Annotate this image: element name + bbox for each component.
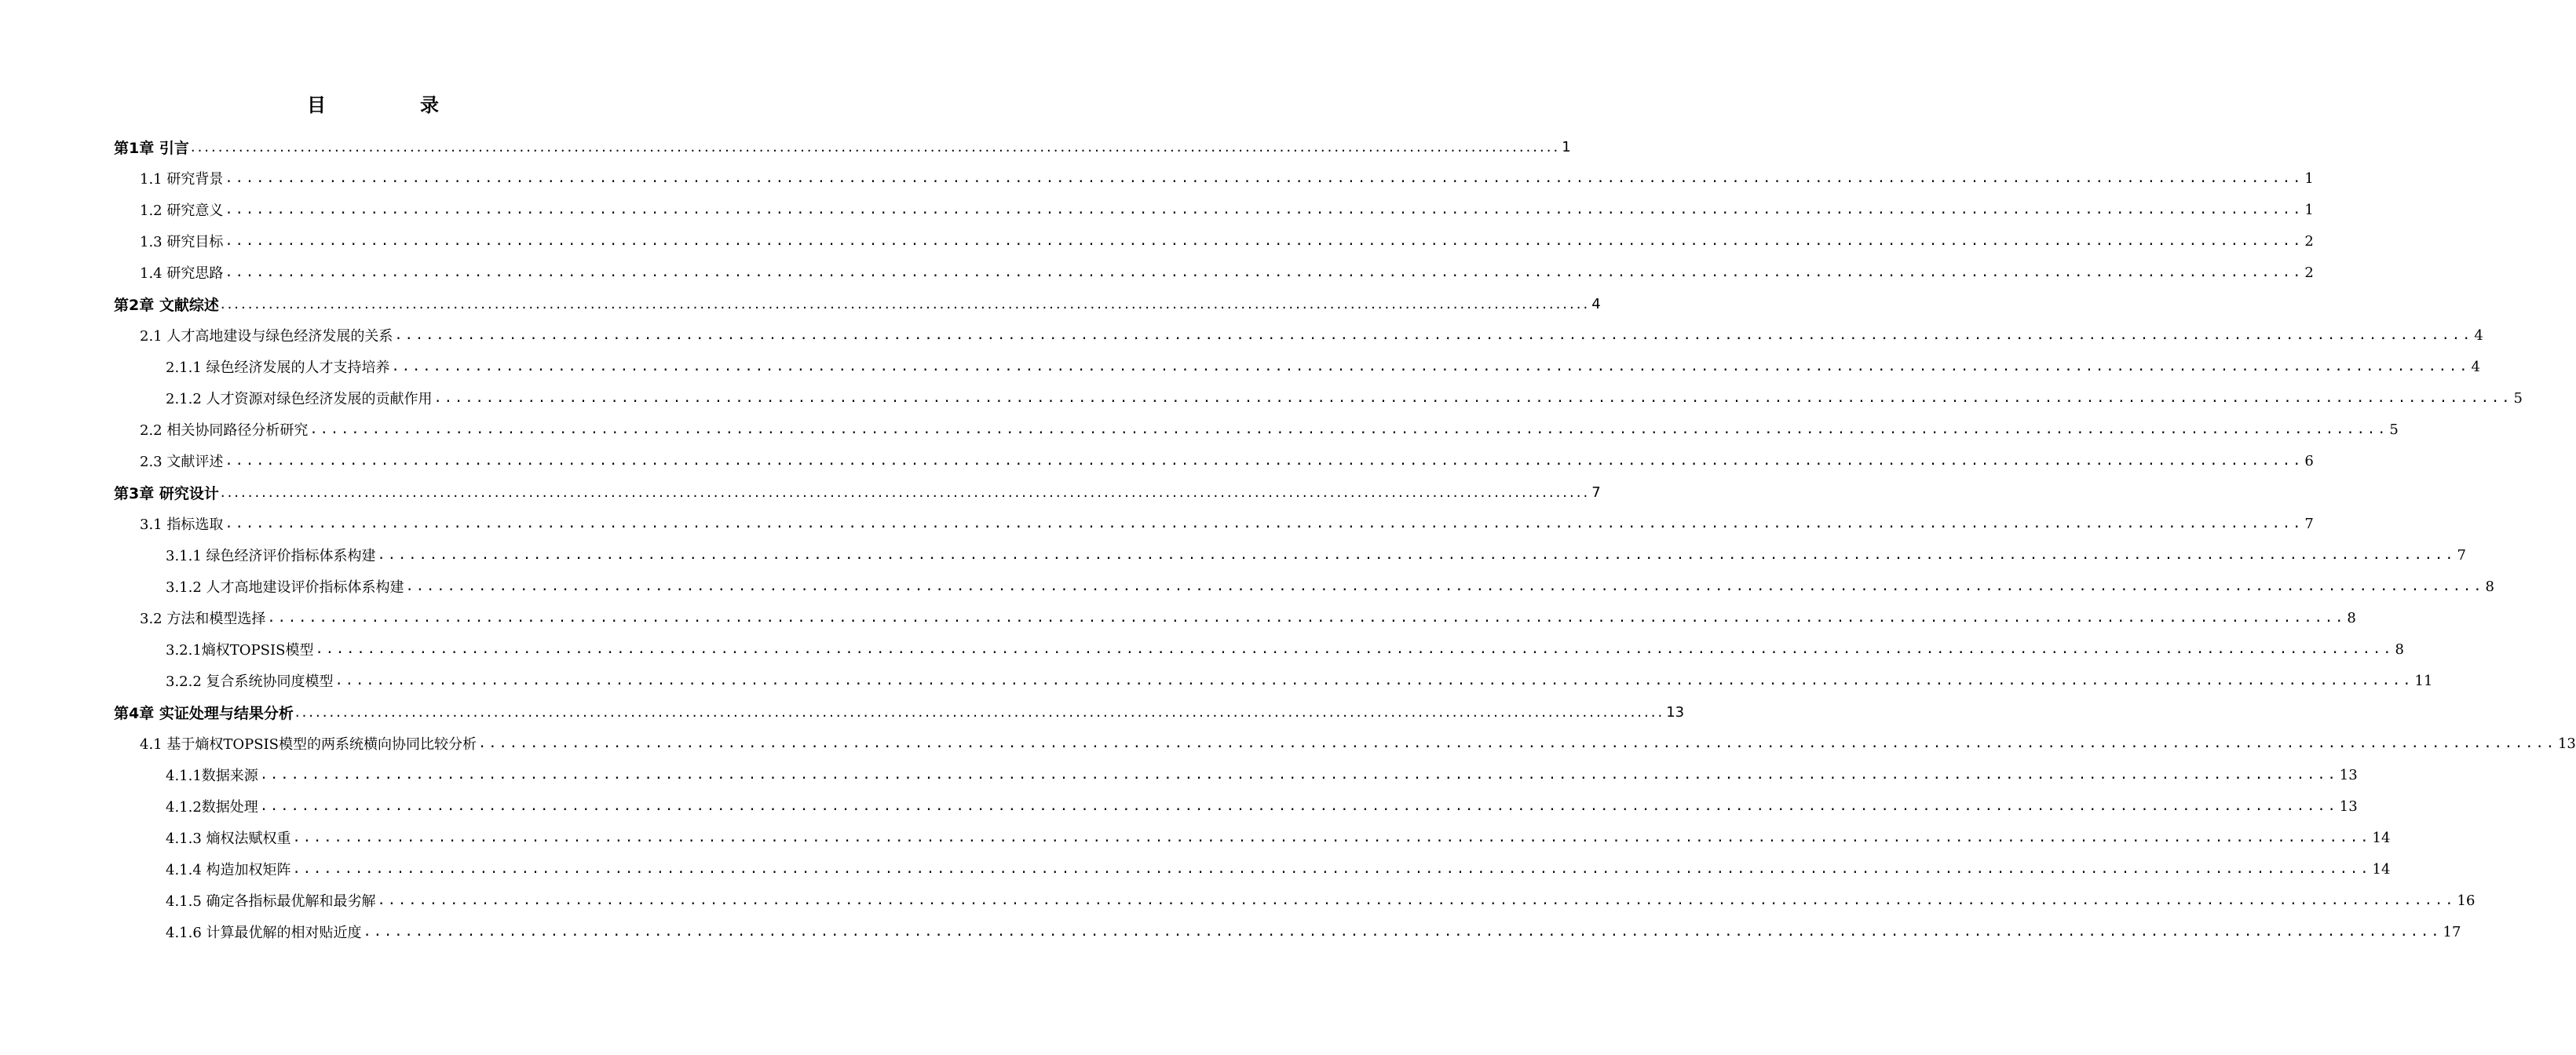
toc-entry-label: 第4章 实证处理与结果分析	[114, 704, 294, 722]
toc-entry-level3[interactable]	[0, 759, 2358, 790]
toc-entry-level3[interactable]	[0, 571, 2494, 602]
toc-entry-page-number: 4	[2471, 358, 2480, 375]
toc-entry-label: 3.1 指标选取	[140, 517, 224, 533]
toc-entry-label: 3.1.1 绿色经济评价指标体系构建	[166, 548, 376, 564]
dot-leader: ........................................................................................................................................................................................................	[225, 233, 2304, 249]
dot-leader: ........................................................................................................................................................................................................	[377, 547, 2456, 563]
toc-entry-label: 3.1.2 人才高地建设评价指标体系构建	[166, 579, 404, 596]
dot-leader: ........................................................................................................................................................................................................	[225, 170, 2304, 186]
toc-entry-page-number: 1	[2304, 170, 2314, 187]
dot-leader: ........................................................................................................................................................................................................	[334, 673, 2413, 688]
dot-leader: ........................................................................................................................................................................................................	[377, 893, 2456, 908]
toc-entry-level2[interactable]	[0, 445, 2314, 476]
toc-entry-level3[interactable]	[0, 633, 2404, 665]
toc-entry-level3[interactable]	[0, 885, 2476, 916]
dot-leader: ........................................................................................................................................................................................................	[259, 767, 2338, 783]
dot-leader: ........................................................................................................................................................................................................	[225, 202, 2304, 217]
toc-entry-label: 3.2.2 复合系统协同度模型	[166, 674, 334, 690]
toc-entry-page-number: 6	[2304, 452, 2314, 469]
toc-entry-level3[interactable]	[0, 790, 2358, 822]
toc-entry-page-number: 11	[2414, 672, 2433, 689]
toc-entry-page-number: 2	[2304, 232, 2314, 250]
toc-entry-page-number: 4	[2474, 327, 2483, 344]
toc-entry-page-number: 2	[2304, 264, 2314, 281]
toc-entry-label: 4.1.4 构造加权矩阵	[166, 862, 291, 878]
toc-entry-page-number: 8	[2485, 578, 2494, 595]
toc-entry-page-number: 1	[2304, 201, 2314, 218]
toc-entry-label: 4.1 基于熵权TOPSIS模型的两系统横向协同比较分析	[140, 736, 477, 753]
dot-leader: ........................................................................................................................................................................................................	[309, 422, 2388, 437]
toc-entry-label: 1.1 研究背景	[140, 171, 224, 188]
toc-entry-level3[interactable]	[0, 665, 2433, 696]
toc-entry-label: 2.1.1 绿色经济发展的人才支持培养	[166, 360, 390, 376]
toc-entry-label: 2.1 人才高地建设与绿色经济发展的关系	[140, 328, 393, 345]
dot-leader: ........................................................................................................................................................................................................	[225, 516, 2304, 531]
toc-entry-page-number: 4	[1591, 295, 1601, 312]
toc-entry-level2[interactable]	[0, 414, 2399, 445]
toc-entry-page-number: 8	[2395, 641, 2404, 658]
toc-entry-level2[interactable]	[0, 194, 2314, 225]
toc-entry-level2[interactable]	[0, 225, 2314, 257]
dot-leader: ........................................................................................................................................................................................................	[220, 484, 1591, 501]
toc-entry-page-number: 14	[2372, 860, 2391, 878]
toc-entry-page-number: 7	[2457, 546, 2466, 564]
dot-leader: ........................................................................................................................................................................................................	[267, 610, 2346, 626]
toc-entry-level3[interactable]	[0, 916, 2461, 947]
toc-entry-page-number: 5	[2513, 389, 2523, 407]
toc-entry-label: 2.2 相关协同路径分析研究	[140, 422, 309, 439]
toc-entry-label: 3.2.1熵权TOPSIS模型	[166, 642, 314, 659]
toc-entry-level3[interactable]	[0, 822, 2391, 853]
toc-entry-level3[interactable]	[0, 539, 2466, 571]
toc-entry-label: 第3章 研究设计	[114, 484, 219, 502]
toc-entry-level1[interactable]	[0, 476, 1601, 508]
toc-entry-level1[interactable]	[0, 696, 1685, 728]
toc-entry-level2[interactable]	[0, 728, 2576, 759]
dot-leader: ........................................................................................................................................................................................................	[225, 453, 2304, 469]
toc-entry-level2[interactable]	[0, 602, 2356, 633]
toc-entry-label: 4.1.2数据处理	[166, 799, 258, 816]
toc-entry-level2[interactable]	[0, 162, 2314, 194]
toc-entry-page-number: 13	[2339, 798, 2358, 815]
toc-entry-label: 第2章 文献综述	[114, 296, 219, 314]
toc-entry-level2[interactable]	[0, 257, 2314, 288]
toc-entry-label: 1.4 研究思路	[140, 265, 224, 282]
dot-leader: ........................................................................................................................................................................................................	[391, 359, 2470, 374]
toc-entry-label: 2.3 文献评述	[140, 454, 224, 470]
toc-entry-label: 第1章 引言	[114, 139, 189, 157]
dot-leader: ........................................................................................................................................................................................................	[225, 265, 2304, 280]
toc-entry-label: 4.1.1数据来源	[166, 768, 258, 784]
toc-entry-page-number: 5	[2389, 421, 2399, 438]
toc-entry-page-number: 13	[1666, 703, 1685, 721]
dot-leader: ........................................................................................................................................................................................................	[405, 579, 2484, 594]
dot-leader: ........................................................................................................................................................................................................	[478, 736, 2556, 751]
toc-entry-label: 4.1.6 计算最优解的相对贴近度	[166, 925, 362, 941]
toc-entry-level1[interactable]	[0, 288, 1601, 319]
toc-entry-label: 3.2 方法和模型选择	[140, 611, 266, 627]
toc-entry-page-number: 7	[2304, 515, 2314, 532]
toc-entry-page-number: 14	[2372, 829, 2391, 846]
toc-entry-level2[interactable]	[0, 319, 2483, 351]
dot-leader: ........................................................................................................................................................................................................	[259, 798, 2338, 814]
toc-entry-label: 1.3 研究目标	[140, 234, 224, 250]
toc-entry-page-number: 16	[2457, 892, 2476, 909]
toc-entry-label: 4.1.5 确定各指标最优解和最劣解	[166, 893, 376, 910]
dot-leader: ........................................................................................................................................................................................................	[292, 830, 2371, 845]
toc-entry-level2[interactable]	[0, 508, 2314, 539]
toc-entry-label: 4.1.3 熵权法赋权重	[166, 830, 291, 847]
dot-leader: ........................................................................................................................................................................................................	[294, 703, 1665, 721]
toc-entry-page-number: 1	[1562, 138, 1571, 155]
toc-entry-page-number: 8	[2347, 609, 2356, 626]
toc-entry-level3[interactable]	[0, 351, 2480, 382]
toc-entry-level3[interactable]	[0, 853, 2391, 885]
toc-title: 目 录	[307, 94, 477, 116]
toc-entry-label: 1.2 研究意义	[140, 203, 224, 219]
dot-leader: ........................................................................................................................................................................................................	[292, 861, 2371, 877]
toc-entry-label: 2.1.2 人才资源对绿色经济发展的贡献作用	[166, 391, 433, 407]
dot-leader: ........................................................................................................................................................................................................	[220, 295, 1591, 312]
toc-entry-page-number: 17	[2443, 923, 2461, 940]
toc-entry-page-number: 13	[2339, 766, 2358, 783]
toc-entry-page-number: 7	[1591, 484, 1601, 501]
dot-leader: ........................................................................................................................................................................................................	[190, 138, 1561, 155]
toc-entry-level3[interactable]	[0, 382, 2523, 414]
toc-entry-page-number: 13	[2557, 735, 2576, 752]
dot-leader: ........................................................................................................................................................................................................	[394, 327, 2473, 343]
dot-leader: ........................................................................................................................................................................................................	[433, 390, 2512, 406]
dot-leader: ........................................................................................................................................................................................................	[363, 924, 2442, 940]
toc-entry-level1[interactable]	[0, 131, 1571, 162]
dot-leader: ........................................................................................................................................................................................................	[315, 641, 2394, 657]
table-of-contents	[0, 131, 2576, 947]
